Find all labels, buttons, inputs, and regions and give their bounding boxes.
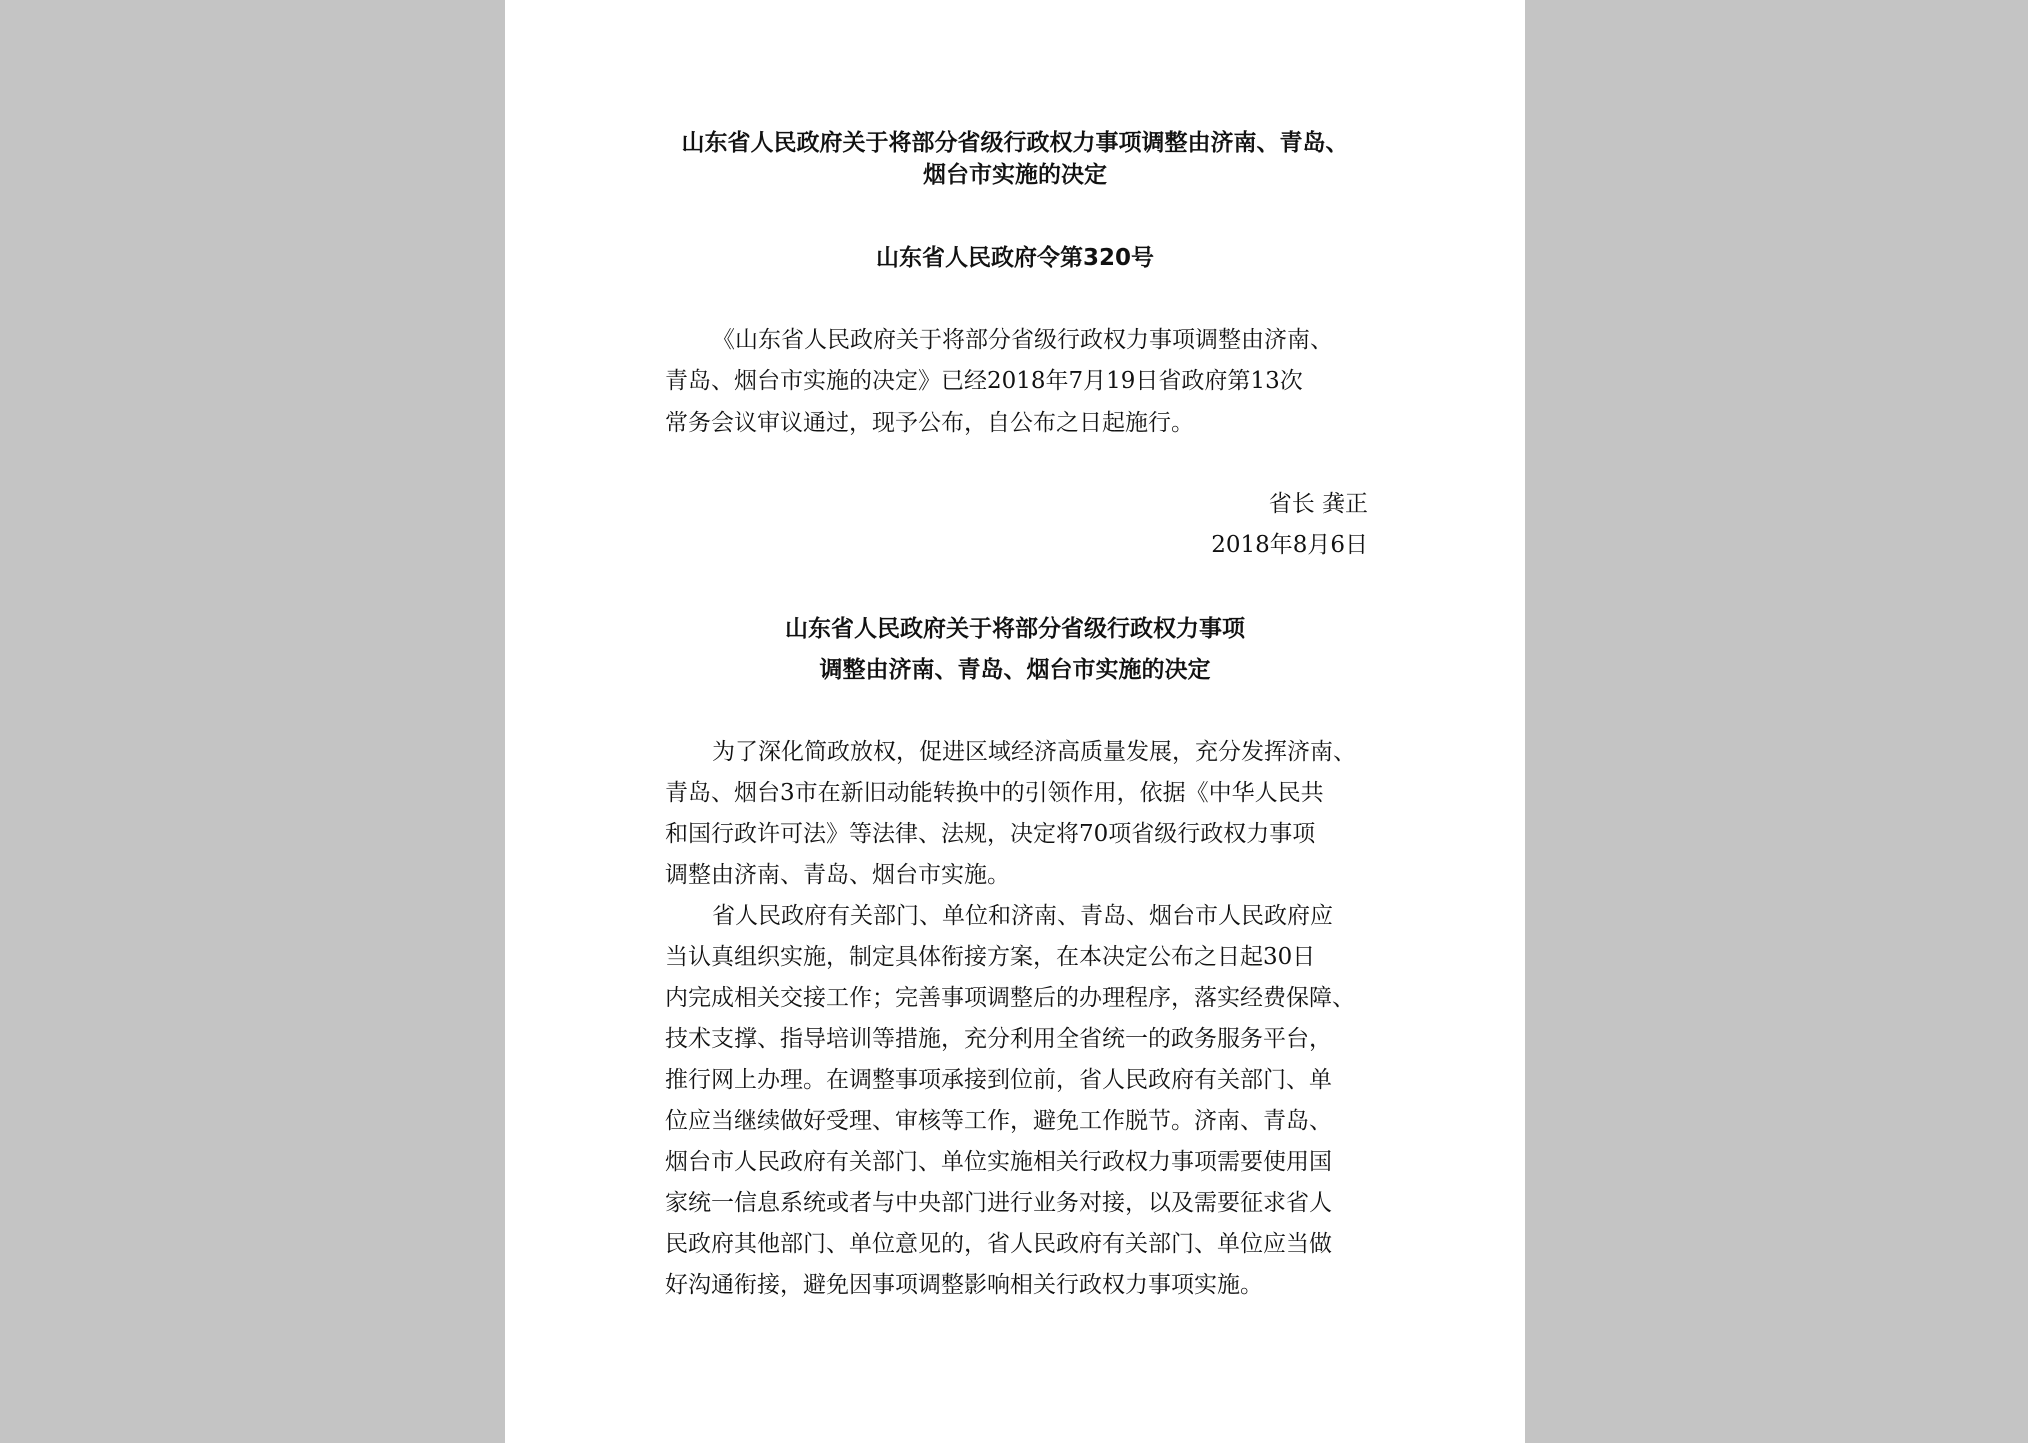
paragraph-2-line-2: 当认真组织实施，制定具体衔接方案，在本决定公布之日起30日 bbox=[665, 944, 1316, 970]
paragraph-1-line-3: 和国行政许可法》等法律、法规，决定将70项省级行政权力事项 bbox=[665, 821, 1316, 847]
signing-date: 2018年8月6日 bbox=[1211, 532, 1368, 558]
paragraph-2-line-5: 推行网上办理。在调整事项承接到位前，省人民政府有关部门、单 bbox=[665, 1067, 1332, 1093]
paragraph-2-line-4: 技术支撑、指导培训等措施，充分利用全省统一的政务服务平台， bbox=[665, 1026, 1332, 1052]
paragraph-2-line-10: 好沟通衔接，避免因事项调整影响相关行政权力事项实施。 bbox=[665, 1272, 1263, 1298]
document-title-line-1: 山东省人民政府关于将部分省级行政权力事项调整由济南、青岛、 bbox=[681, 130, 1349, 156]
decision-title-line-1: 山东省人民政府关于将部分省级行政权力事项 bbox=[785, 616, 1245, 642]
paragraph-1-line-2: 青岛、烟台3市在新旧动能转换中的引领作用，依据《中华人民共 bbox=[665, 780, 1324, 806]
document-page bbox=[505, 0, 1525, 1443]
paragraph-2-line-6: 位应当继续做好受理、审核等工作，避免工作脱节。济南、青岛、 bbox=[665, 1108, 1332, 1134]
order-number: 山东省人民政府令第320号 bbox=[875, 245, 1154, 271]
paragraph-1-line-4: 调整由济南、青岛、烟台市实施。 bbox=[665, 862, 1010, 888]
decision-title-line-2: 调整由济南、青岛、烟台市实施的决定 bbox=[819, 657, 1211, 683]
paragraph-2-line-9: 民政府其他部门、单位意见的，省人民政府有关部门、单位应当做 bbox=[665, 1231, 1332, 1257]
paragraph-1-line-1: 为了深化简政放权，促进区域经济高质量发展，充分发挥济南、 bbox=[712, 739, 1356, 765]
paragraph-2-line-1: 省人民政府有关部门、单位和济南、青岛、烟台市人民政府应 bbox=[712, 903, 1333, 929]
document-title-line-2: 烟台市实施的决定 bbox=[923, 162, 1107, 188]
signature: 省长 龚正 bbox=[1268, 491, 1368, 517]
promulgation-line-2: 青岛、烟台市实施的决定》已经2018年7月19日省政府第13次 bbox=[665, 368, 1303, 394]
paragraph-2-line-8: 家统一信息系统或者与中央部门进行业务对接，以及需要征求省人 bbox=[665, 1190, 1332, 1216]
promulgation-line-3: 常务会议审议通过，现予公布，自公布之日起施行。 bbox=[665, 410, 1194, 436]
paragraph-2-line-3: 内完成相关交接工作；完善事项调整后的办理程序，落实经费保障、 bbox=[665, 985, 1355, 1011]
promulgation-line-1: 《山东省人民政府关于将部分省级行政权力事项调整由济南、 bbox=[712, 327, 1333, 353]
paragraph-2-line-7: 烟台市人民政府有关部门、单位实施相关行政权力事项需要使用国 bbox=[665, 1149, 1332, 1175]
